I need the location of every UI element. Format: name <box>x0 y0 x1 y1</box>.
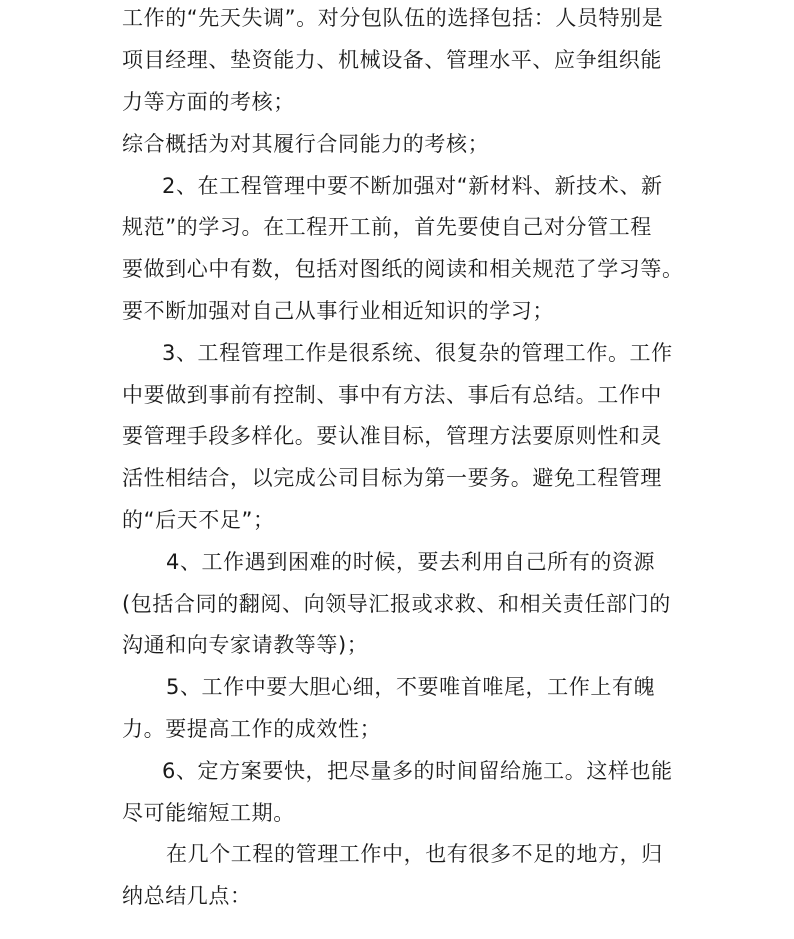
text-line: 纳总结几点： <box>122 884 252 908</box>
text-line: 活性相结合，以完成公司目标为第一要务。避免工程管理 <box>122 466 662 490</box>
text-line: 5、工作中要大胆心细，不要唯首唯尾，工作上有魄 <box>166 675 656 699</box>
text-line: 2、在工程管理中要不断加强对“新材料、新技术、新 <box>162 174 663 198</box>
text-line: 在几个工程的管理工作中，也有很多不足的地方，归 <box>166 842 663 866</box>
text-line: 要不断加强对自己从事行业相近知识的学习； <box>122 299 554 323</box>
text-line: 工作的“先天失调”。对分包队伍的选择包括：人员特别是 <box>122 6 664 30</box>
text-line: 力等方面的考核； <box>122 90 295 114</box>
text-line: 4、工作遇到困难的时候，要去利用自己所有的资源 <box>166 550 656 574</box>
text-line: 沟通和向专家请教等等)； <box>122 633 369 657</box>
text-line: 3、工程管理工作是很系统、很复杂的管理工作。工作 <box>162 341 673 365</box>
text-line: 规范”的学习。在工程开工前，首先要使自己对分管工程 <box>122 215 652 239</box>
text-line: 的“后天不足”； <box>122 508 275 532</box>
text-line: 力。要提高工作的成效性； <box>122 717 382 741</box>
text-line: (包括合同的翻阅、向领导汇报或求救、和相关责任部门的 <box>122 592 671 616</box>
text-line: 中要做到事前有控制、事中有方法、事后有总结。工作中 <box>122 383 662 407</box>
text-line: 尽可能缩短工期。 <box>122 801 295 825</box>
text-line: 6、定方案要快，把尽量多的时间留给施工。这样也能 <box>162 759 673 783</box>
text-line: 综合概括为对其履行合同能力的考核； <box>122 132 490 156</box>
text-line: 要管理手段多样化。要认准目标，管理方法要原则性和灵 <box>122 424 662 448</box>
text-line: 项目经理、垫资能力、机械设备、管理水平、应争组织能 <box>122 48 662 72</box>
text-line: 要做到心中有数，包括对图纸的阅读和相关规范了学习等。 <box>122 257 684 281</box>
